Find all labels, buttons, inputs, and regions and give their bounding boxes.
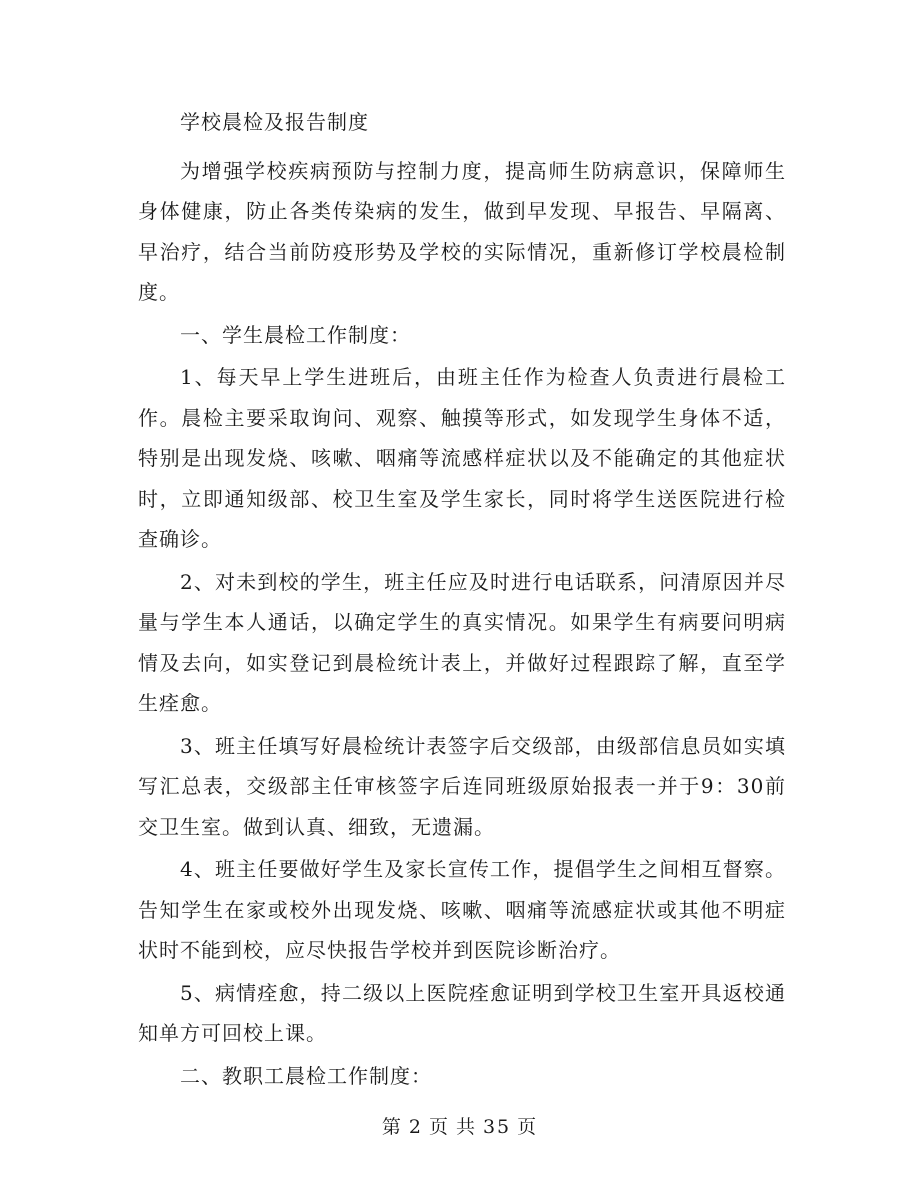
- section-heading-staff: 二、教职工晨检工作制度：: [180, 1063, 432, 1088]
- intro-paragraph: 为增强学校疾病预防与控制力度，提高师生防病意识，保障师生身体健康，防止各类传染病的发生，做到早发现、早报告、早隔离、早治疗，结合当前防疫形势及学校的实际情况，重新修订学校晨检制度。: [138, 158, 786, 304]
- footer-total-word: 共: [455, 1116, 477, 1138]
- current-page-number: 2: [408, 1116, 423, 1138]
- rule-paragraph-4: 4、班主任要做好学生及家长宣传工作，提倡学生之间相互督察。告知学生在家或校外出现发烧、咳嗽、咽痛等流感症状或其他不明症状时不能到校，应尽快报告学校并到医院诊断治疗。: [138, 857, 786, 962]
- section-heading-students: 一、学生晨检工作制度：: [180, 322, 411, 347]
- footer-suffix: 页: [517, 1116, 539, 1138]
- rule-paragraph-3: 3、班主任填写好晨检统计表签字后交级部，由级部信息员如实填写汇总表，交级部主任审核签字后连同班级原始报表一并于9：30前交卫生室。做到认真、细致，无遗漏。: [138, 733, 786, 839]
- page-number-footer: [0, 1112, 920, 1139]
- document-body: [138, 102, 786, 1098]
- total-pages-number: 35: [482, 1116, 512, 1138]
- rule-paragraph-1: 1、每天早上学生进班后，由班主任作为检查人负责进行晨检工作。晨检主要采取询问、观察、触摸等形式，如发现学生身体不适，特别是出现发烧、咳嗽、咽痛等流感样症状以及不能确定的其他症状时，立即通知级部、校卫生室及学生家长，同时将学生送医院进行检查确诊。: [138, 365, 786, 551]
- rule-paragraph-2: 2、对未到校的学生，班主任应及时进行电话联系，问清原因并尽量与学生本人通话，以确定学生的真实情况。如果学生有病要问明病情及去向，如实登记到晨检统计表上，并做好过程跟踪了解，直至学生痊愈。: [138, 569, 786, 715]
- footer-prefix: 第: [381, 1116, 403, 1138]
- document-title: 学校晨检及报告制度: [180, 110, 369, 134]
- footer-page-word: 页: [428, 1116, 450, 1138]
- rule-paragraph-5: 5、病情痊愈，持二级以上医院痊愈证明到学校卫生室开具返校通知单方可回校上课。: [138, 980, 786, 1045]
